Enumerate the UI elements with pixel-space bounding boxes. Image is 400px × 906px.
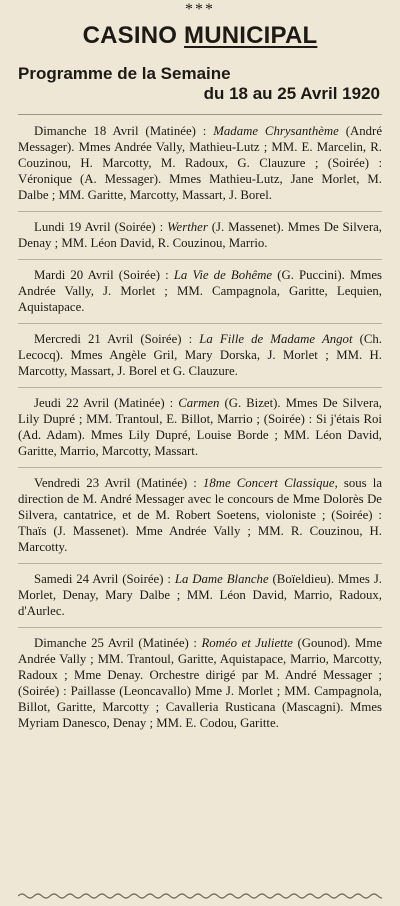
header-rule [18, 114, 382, 115]
entry-date: Jeudi 22 Avril (Matinée) : [34, 396, 179, 410]
entry-work: Carmen [178, 396, 220, 410]
page-title [18, 22, 382, 50]
entry-work: La Fille de Madame Angot [199, 332, 353, 346]
entry-text [18, 123, 382, 203]
entry-details: (Ch. Lecocq). Mmes Angèle Gril, Mary Dorska, J. Morlet ; MM. H. Marcotty, Massart, J. Borel et G. Clauzure. [18, 332, 382, 378]
programme-entry [18, 331, 382, 388]
entry-date: Dimanche 25 Avril (Matinée) : [34, 636, 202, 650]
entry-text [18, 475, 382, 555]
entry-text [18, 219, 382, 251]
entry-divider [18, 563, 382, 564]
ornament-stars: *** [185, 1, 215, 18]
entry-details: (André Messager). Mmes Andrée Vally, Mathieu-Lutz ; MM. E. Marcelin, R. Couzinou, H. Marcotty, M. Radoux, G. Clauzure ; (Soirée) : Véronique (A. Messager). Mmes Mathieu-Lutz, Jane Morlet, M. Dalbe ; MM. Garitte, Marcotty, Massart, J. Borel. [18, 124, 382, 202]
entry-divider [18, 211, 382, 212]
programme-entry [18, 395, 382, 468]
entry-text [18, 267, 382, 315]
subtitle-line-1: Programme de la Semaine [18, 64, 231, 83]
programme-entry [18, 219, 382, 260]
entry-date: Dimanche 18 Avril (Matinée) : [34, 124, 214, 138]
entry-work: Madame Chrysanthème [213, 124, 339, 138]
entry-divider [18, 323, 382, 324]
entry-details: (G. Puccini). Mmes Andrée Vally, J. Morlet ; MM. Campagnola, Garitte, Lequien, Aquistapace. [18, 268, 382, 314]
entry-divider [18, 259, 382, 260]
entry-details: (Gounod). Mme Andrée Vally ; MM. Trantoul, Garitte, Aquistapace, Marrio, Marcotty, Radoux ; Mme Denay. Orchestre dirigé par M. André Messager ; (Soirée) : Paillasse (Leoncavallo) Mme J. Morlet ; MM. Campagnola, Billot, Garitte, Marcotty ; Cavalleria Rusticana (Mascagni). Mmes Myriam Danesco, Denay ; MM. E. Codou, Garitte. [18, 636, 382, 730]
title-part2: MUNICIPAL [184, 22, 318, 49]
entry-work: 18me Concert Classique [202, 476, 335, 490]
programme-entry [18, 267, 382, 324]
subtitle [18, 64, 382, 104]
subtitle-line-2: du 18 au 25 Avril 1920 [203, 84, 380, 103]
entry-text [18, 635, 382, 731]
entry-work: La Vie de Bohême [173, 268, 273, 282]
programme-entry [18, 475, 382, 564]
programme-list [18, 123, 382, 731]
entry-date: Mercredi 21 Avril (Soirée) : [34, 332, 200, 346]
entry-details: (G. Bizet). Mmes De Silvera, Lily Dupré ; MM. Trantoul, E. Billot, Marrio ; (Soirée) : Si j'étais Roi (Ad. Adam). Mmes Lily Dupré, Louise Borde ; MM. Léon David, Garitte, Marrio, Marcotty, Massart. [18, 396, 382, 458]
title-part1: CASINO [82, 22, 185, 49]
entry-date: Vendredi 23 Avril (Matinée) : [34, 476, 203, 490]
entry-date: Samedi 24 Avril (Soirée) : [34, 572, 175, 586]
entry-text [18, 395, 382, 459]
entry-work: Roméo et Juliette [201, 636, 293, 650]
programme-entry [18, 123, 382, 212]
entry-text [18, 331, 382, 379]
entry-divider [18, 467, 382, 468]
programme-entry [18, 635, 382, 731]
entry-work: La Dame Blanche [174, 572, 269, 586]
entry-divider [18, 627, 382, 628]
entry-work: Werther [167, 220, 208, 234]
programme-entry [18, 571, 382, 628]
entry-details: (J. Massenet). Mmes De Silvera, Denay ; MM. Léon David, R. Couzinou, Marrio. [18, 220, 382, 250]
entry-date: Lundi 19 Avril (Soirée) : [34, 220, 168, 234]
entry-date: Mardi 20 Avril (Soirée) : [34, 268, 174, 282]
entry-divider [18, 387, 382, 388]
entry-text [18, 571, 382, 619]
entry-details: (Boïeldieu). Mmes J. Morlet, Denay, Mary Dalbe ; MM. Léon David, Marrio, Radoux, d'Aurlec. [18, 572, 382, 618]
entry-details: , sous la direction de M. André Messager avec le concours de Mme Dolorès De Silvera, cantatrice, et de M. Robert Soetens, violoniste ; (Soirée) : Thaïs (J. Massenet). Mme Andrée Vally ; MM. R. Couzinou, H. Marcotty. [18, 476, 382, 554]
decorative-wave-border [18, 892, 382, 900]
